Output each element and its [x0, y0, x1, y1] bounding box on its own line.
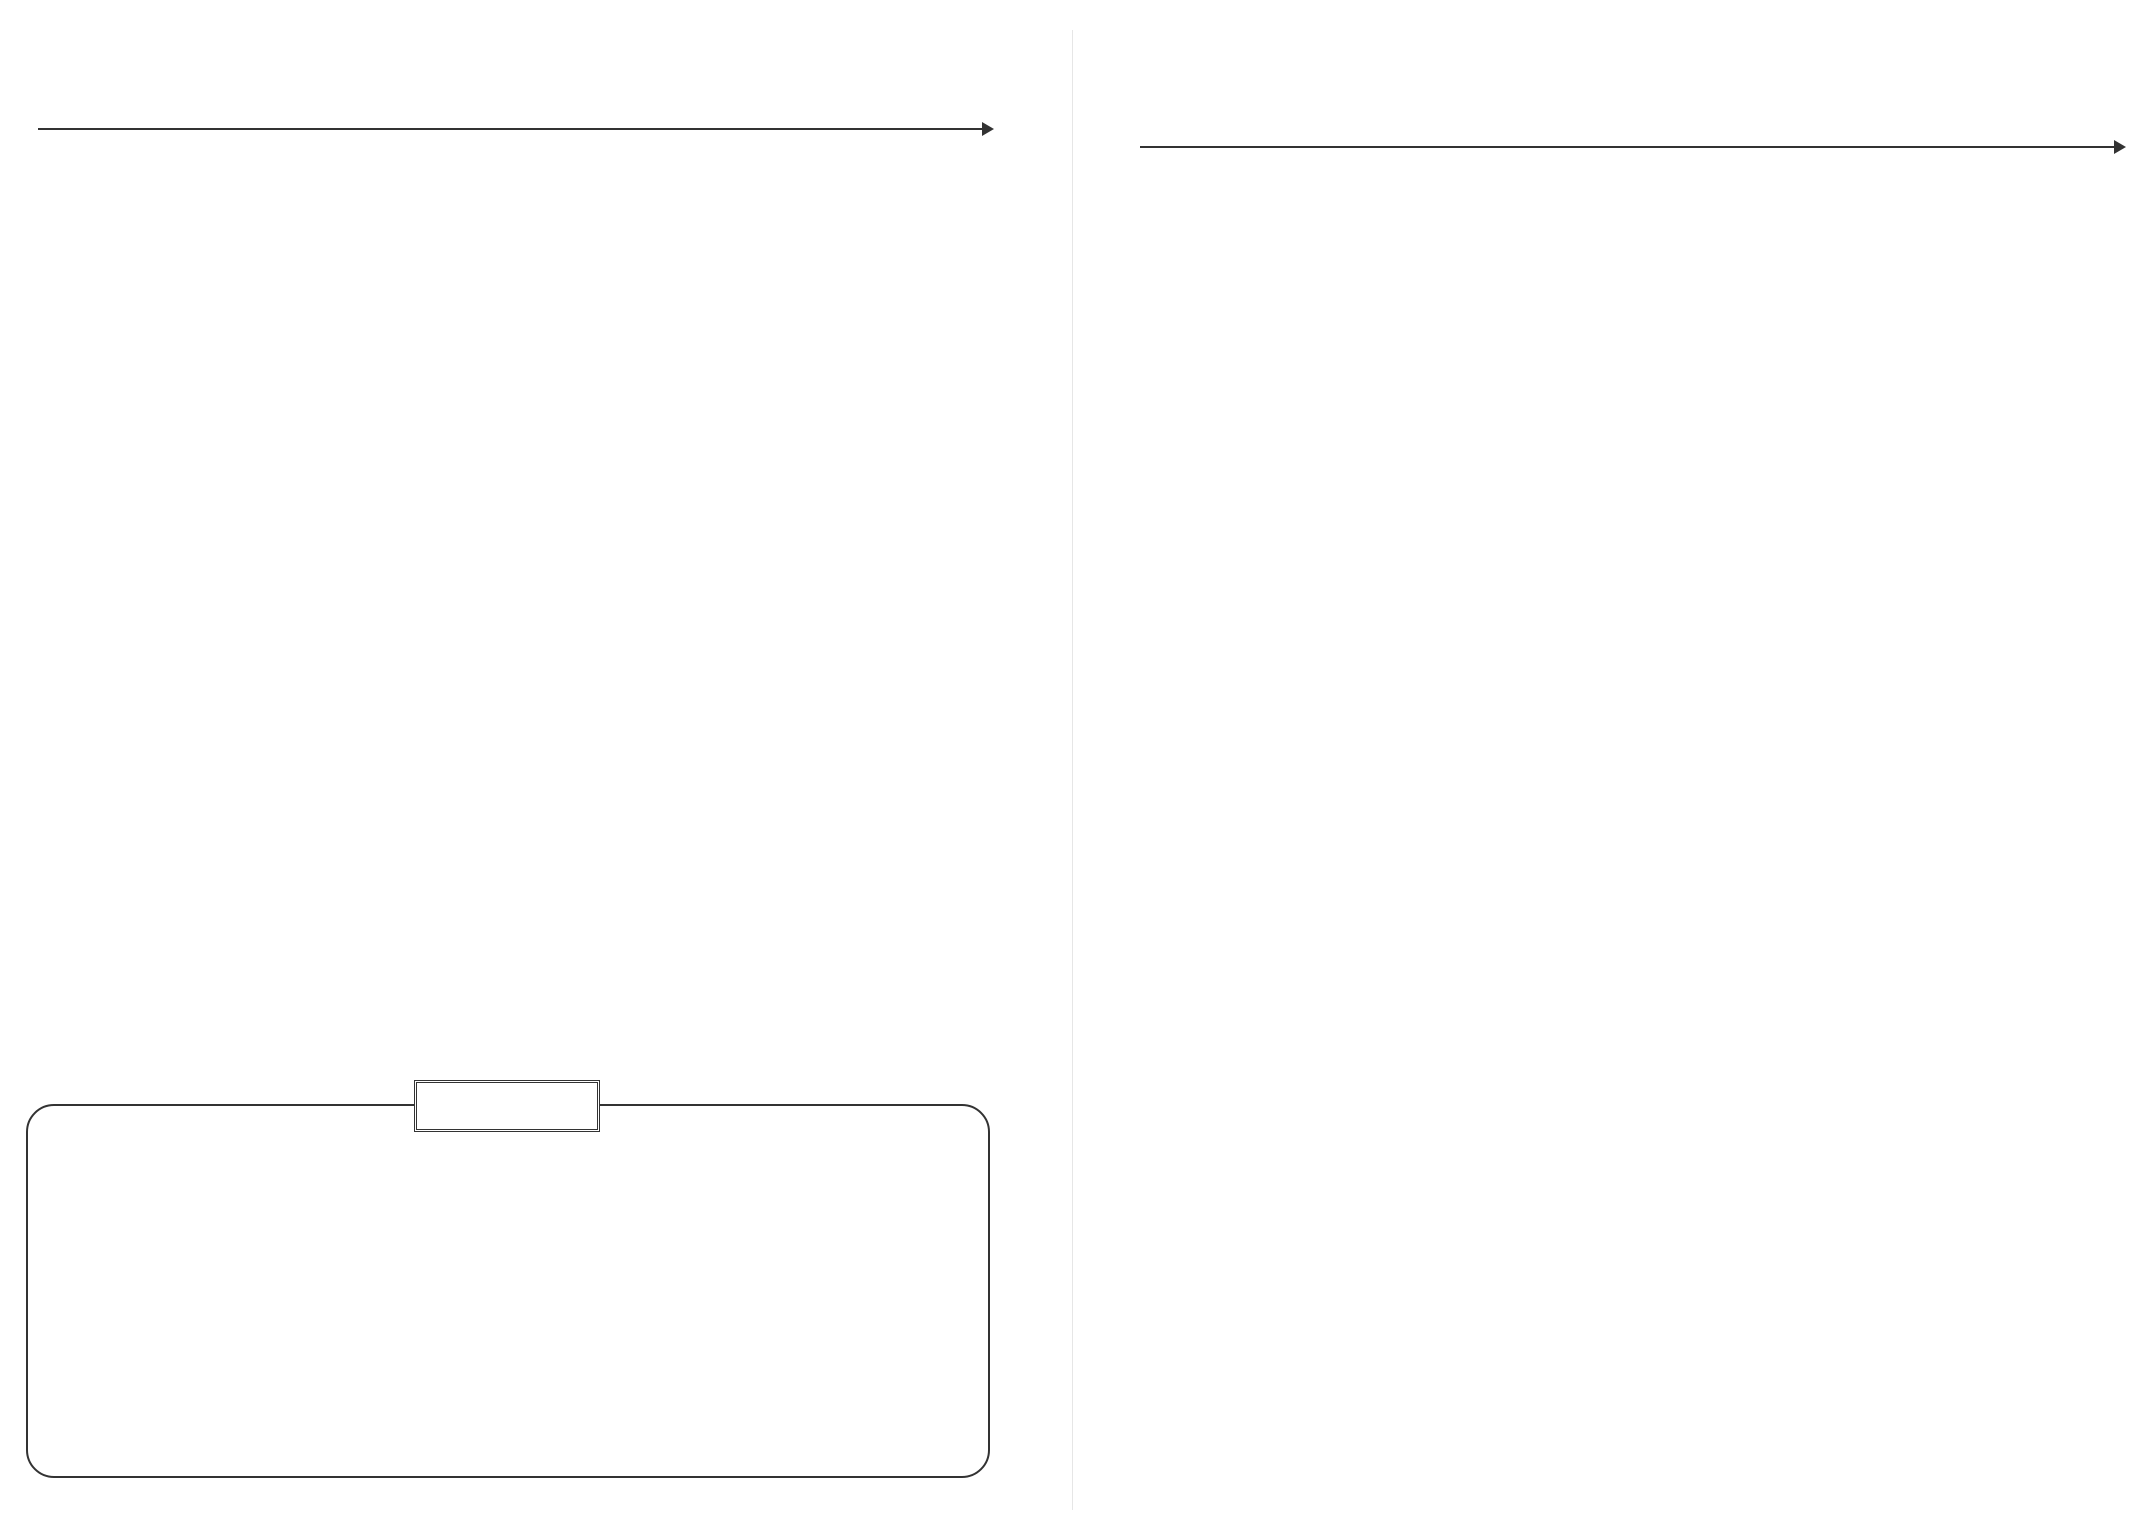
letter-body [56, 1128, 956, 1132]
right-page [1100, 0, 2144, 1536]
letter-tag [414, 1080, 600, 1132]
article-title [38, 54, 998, 124]
left-page [0, 0, 1040, 1536]
letter-box [26, 1104, 990, 1478]
page-fold [1072, 30, 1073, 1510]
minutes-column-2 [1654, 158, 2124, 166]
article-column-1 [34, 146, 494, 160]
title-rule-arrow [38, 128, 988, 130]
minutes-title-rule [1140, 146, 2120, 148]
